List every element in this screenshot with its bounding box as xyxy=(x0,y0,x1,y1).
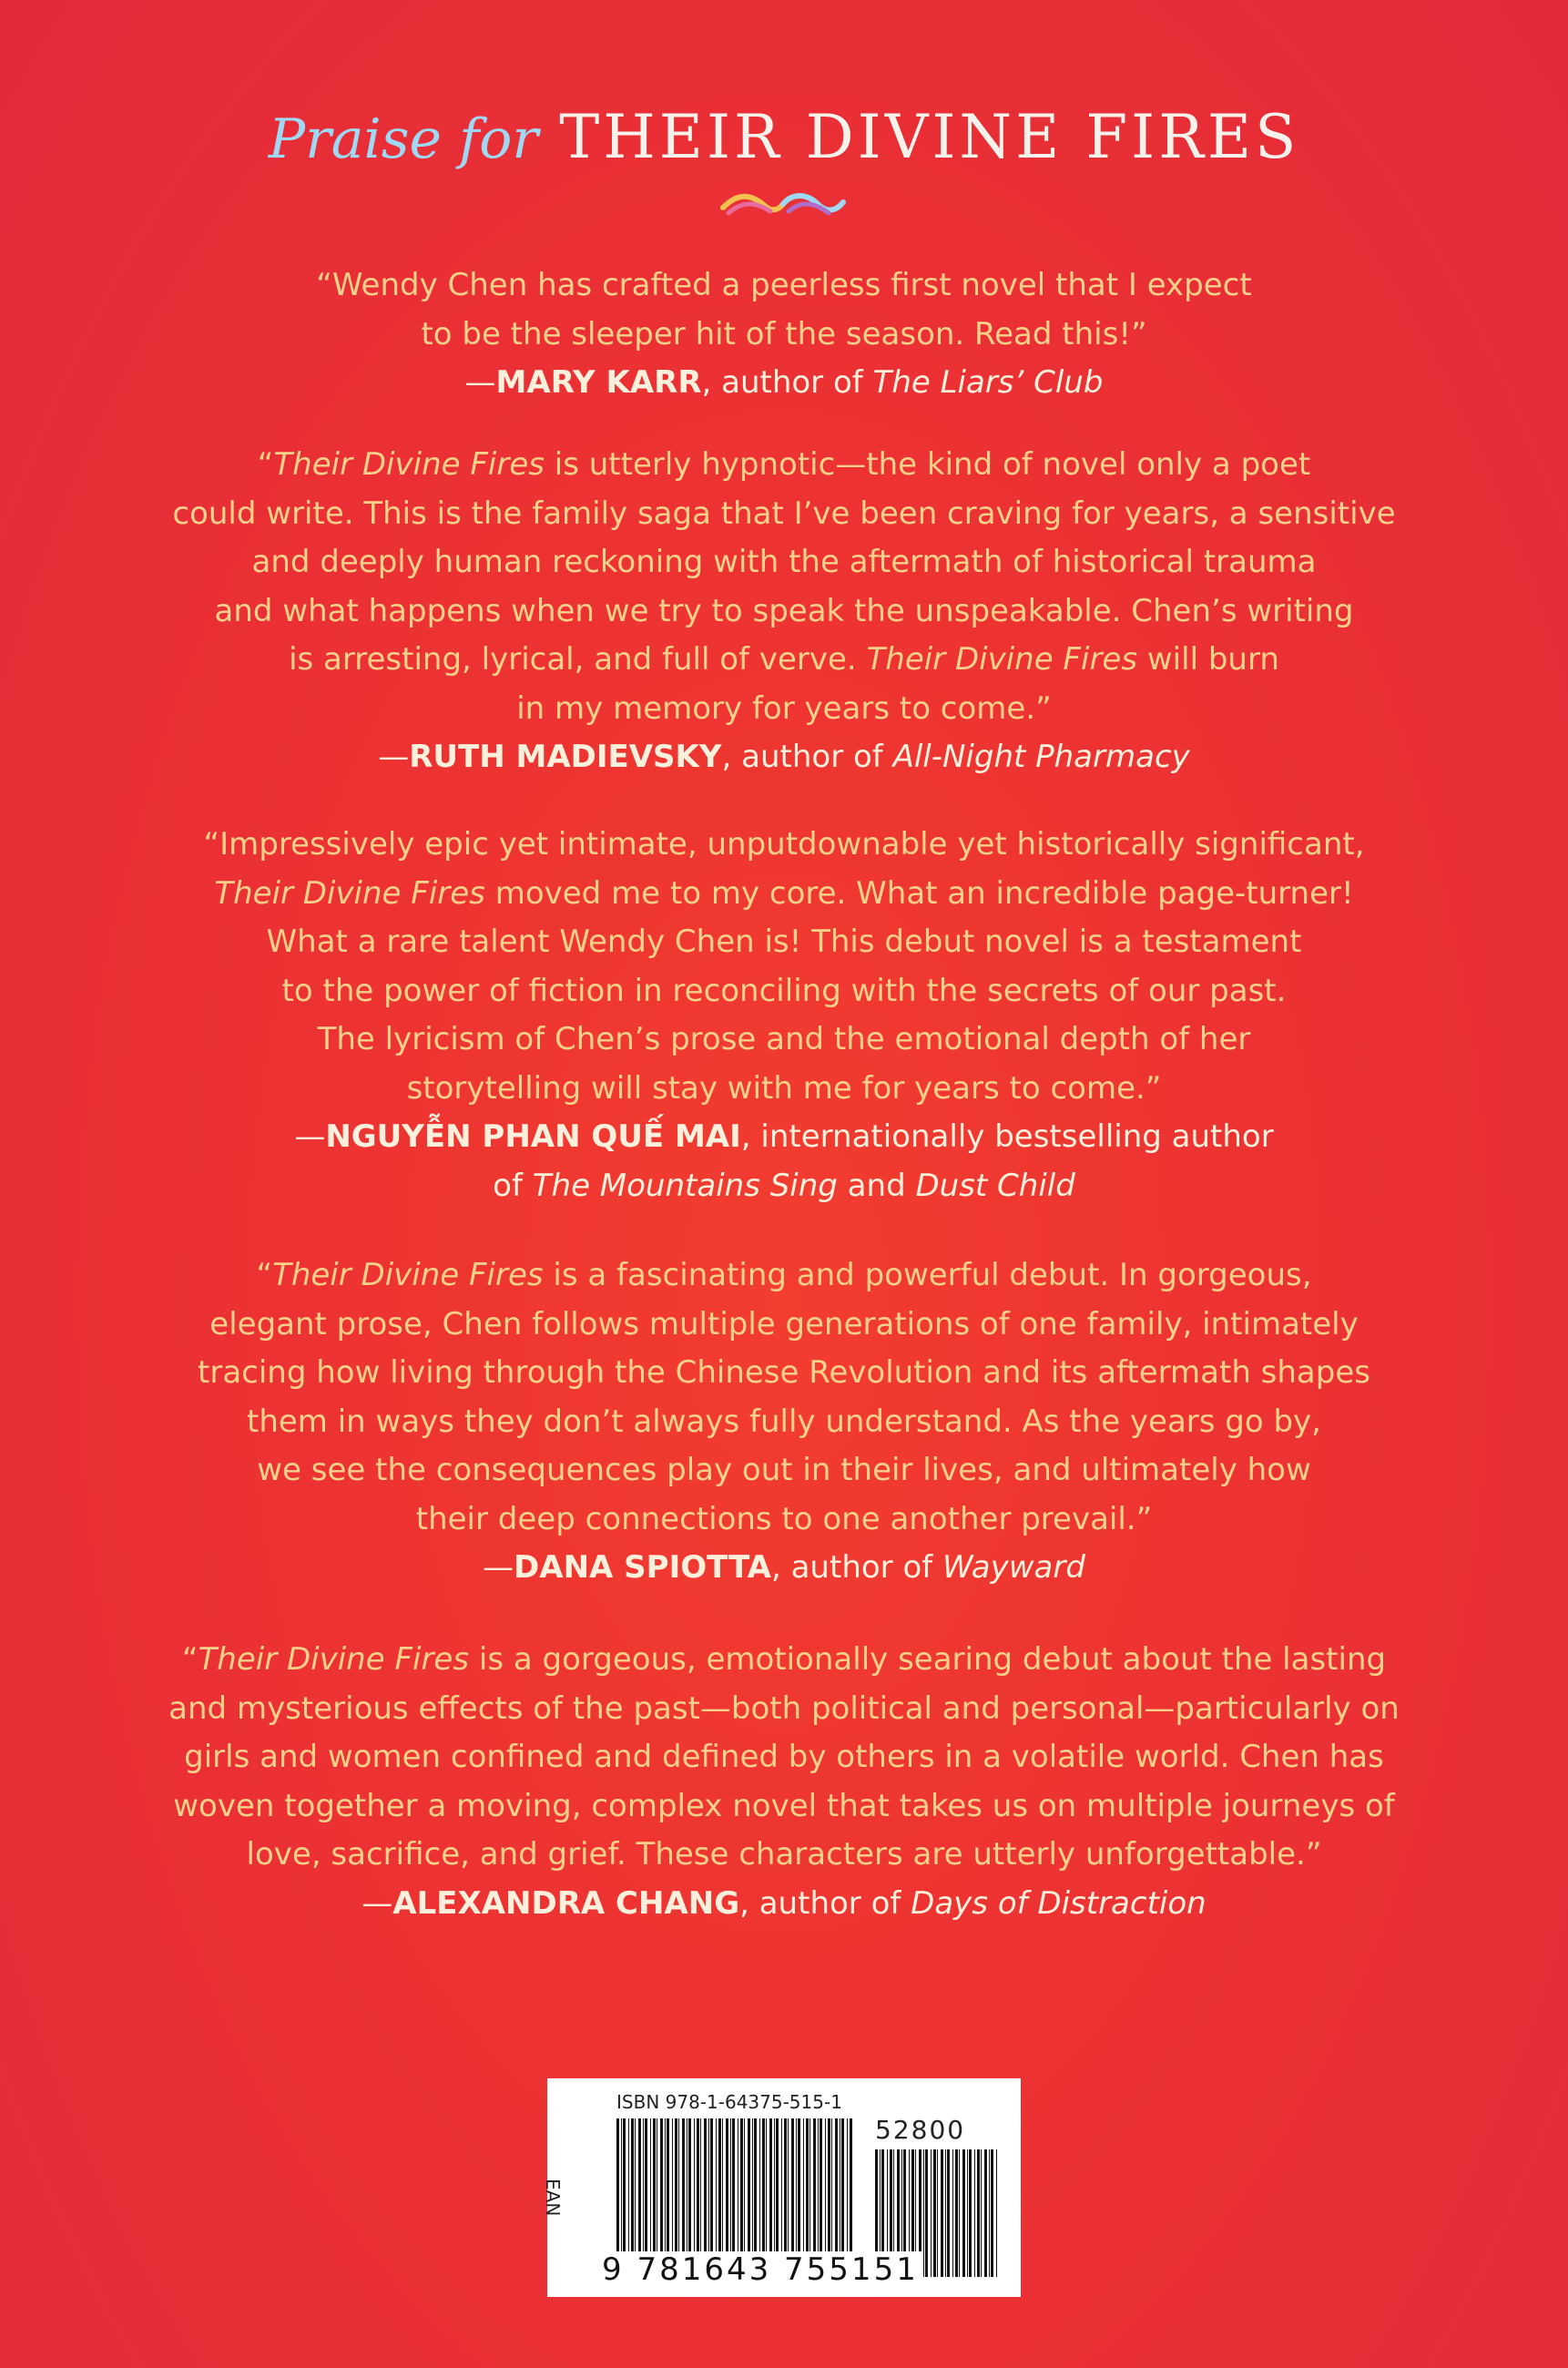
quote-line: and mysterious effects of the past—both political and personal—particularly on xyxy=(168,1689,1400,1727)
barcode-bar xyxy=(631,2118,634,2255)
barcode-bar xyxy=(798,2118,800,2255)
barcode-bar xyxy=(828,2118,830,2255)
barcode-bar xyxy=(665,2118,666,2255)
barcode-bar xyxy=(962,2149,965,2277)
ean-digits: 9 781643 755151 xyxy=(598,2251,922,2288)
barcode-bar xyxy=(704,2118,707,2255)
ean-label: EAN xyxy=(542,2179,564,2217)
barcode-bar xyxy=(732,2118,735,2255)
barcode-bar xyxy=(653,2118,656,2255)
author-name: DANA SPIOTTA xyxy=(514,1549,771,1586)
barcode-bar xyxy=(984,2149,987,2277)
quote-line: tracing how living through the Chinese Revolution and its aftermath shapes xyxy=(198,1354,1370,1391)
barcode-bar xyxy=(969,2149,972,2277)
barcode-bar xyxy=(766,2118,767,2255)
author-name: MARY KARR xyxy=(495,364,702,401)
quote-line: “Their Divine Fires is utterly hypnotic—the kind of novel only a poet xyxy=(257,446,1311,483)
barcode-bar xyxy=(937,2149,938,2277)
barcode-bar xyxy=(708,2118,709,2255)
isbn-label: ISBN 978-1-64375-515-1 xyxy=(616,2091,842,2113)
author-name: RUTH MADIEVSKY xyxy=(409,739,722,775)
barcode-bar xyxy=(813,2118,816,2255)
barcode-bar xyxy=(977,2149,980,2277)
praise-heading xyxy=(0,102,1568,172)
barcode-bar xyxy=(809,2118,810,2255)
work-title: The Liars’ Club xyxy=(872,364,1104,401)
barcode-bar xyxy=(645,2118,647,2255)
attribution: —MARY KARR, author of The Liars’ Club xyxy=(464,364,1104,401)
author-name: NGUYỄN PHAN QUẾ MAI xyxy=(325,1118,741,1155)
work-title: Dust Child xyxy=(915,1167,1075,1204)
quote-line: them in ways they don’t always fully understand. As the years go by, xyxy=(247,1403,1321,1440)
barcode-bar xyxy=(776,2118,779,2255)
quote-line: in my memory for years to come.” xyxy=(516,689,1052,727)
barcode-bar xyxy=(825,2118,826,2255)
work-title: Days of Distraction xyxy=(911,1884,1207,1922)
attribution-line-2: of The Mountains Sing and Dust Child xyxy=(493,1167,1075,1204)
book-title-mention: Their Divine Fires xyxy=(198,1641,470,1678)
blurb-nguyen-phan-que-mai xyxy=(100,821,1468,1210)
quote-line: love, sacrifice, and grief. These characters are utterly unforgettable.” xyxy=(246,1836,1322,1873)
praise-for-label: Praise for xyxy=(268,107,539,171)
barcode-bar xyxy=(682,2118,685,2255)
decorative-flourish-icon xyxy=(719,188,847,220)
barcode-bar xyxy=(955,2149,958,2277)
book-title-mention: Their Divine Fires xyxy=(214,874,485,912)
barcode-bar xyxy=(981,2149,982,2277)
barcode-bar xyxy=(769,2118,772,2255)
quote-line: we see the consequences play out in their lives, and ultimately how xyxy=(257,1452,1311,1488)
barcode-bar xyxy=(831,2118,832,2255)
barcode-bar xyxy=(616,2118,619,2255)
barcode-bar xyxy=(947,2149,950,2277)
barcode-bar xyxy=(991,2149,993,2277)
work-title: Wayward xyxy=(942,1549,1085,1586)
barcode-bar xyxy=(718,2118,721,2255)
isbn-barcode xyxy=(542,2078,1021,2297)
quote-line: their deep connections to one another prevail.” xyxy=(415,1500,1153,1537)
barcode-bar xyxy=(788,2118,789,2255)
quote-line: woven together a moving, complex novel that takes us on multiple journeys of xyxy=(173,1787,1395,1824)
blurb-alexandra-chang xyxy=(100,1636,1468,1928)
blurb-mary-karr xyxy=(100,261,1468,408)
barcode-bar xyxy=(835,2118,838,2255)
attribution: —ALEXANDRA CHANG, author of Days of Distraction xyxy=(361,1884,1207,1922)
barcode-bar xyxy=(716,2118,717,2255)
barcode-bar xyxy=(818,2118,819,2255)
quote-line: and deeply human reckoning with the aftermath of historical trauma xyxy=(251,544,1317,580)
barcode-bar xyxy=(762,2118,765,2255)
book-title-mention: Their Divine Fires xyxy=(272,1257,544,1293)
barcode-bar xyxy=(748,2118,750,2255)
barcode-bar xyxy=(791,2118,794,2255)
barcode-bar xyxy=(850,2118,852,2255)
barcode-bar xyxy=(700,2118,701,2255)
book-title-mention: Their Divine Fires xyxy=(273,446,545,483)
barcode-bar xyxy=(989,2149,990,2277)
barcode-bar xyxy=(967,2149,968,2277)
barcode-bars-icon xyxy=(616,2118,855,2255)
quote-line: “Their Divine Fires is a fascinating and powerful debut. In gorgeous, xyxy=(256,1257,1312,1293)
quote-line: could write. This is the family saga that I’ve been craving for years, a sensitive xyxy=(172,495,1396,532)
barcode-bar xyxy=(781,2118,782,2255)
barcode-bar xyxy=(820,2118,822,2255)
quote-line: “Impressively epic yet intimate, unputdownable yet historically significant, xyxy=(203,826,1365,862)
barcode-bar xyxy=(996,2149,997,2277)
barcode-bar xyxy=(847,2118,848,2255)
book-title-mention: Their Divine Fires xyxy=(866,641,1138,678)
barcode-bar xyxy=(697,2118,699,2255)
barcode-bar xyxy=(959,2149,960,2277)
barcode-bar xyxy=(784,2118,787,2255)
quote-line: is arresting, lyrical, and full of verve. Their Divine Fires will burn xyxy=(289,641,1279,678)
barcode-bar xyxy=(806,2118,809,2255)
quote-line: “Wendy Chen has crafted a peerless first novel that I expect xyxy=(316,267,1252,303)
barcode-bar xyxy=(623,2118,626,2255)
attribution: —DANA SPIOTTA, author of Wayward xyxy=(483,1549,1085,1586)
quote-line: to be the sleeper hit of the season. Read this!” xyxy=(421,315,1147,352)
barcode-bar xyxy=(923,2149,924,2277)
quote-line: storytelling will stay with me for years to come.” xyxy=(406,1069,1162,1107)
blurb-dana-spiotta xyxy=(100,1251,1468,1593)
attribution: —NGUYỄN PHAN QUẾ MAI, internationally bestselling author xyxy=(294,1118,1274,1155)
quote-line: What a rare talent Wendy Chen is! This debut novel is a testament xyxy=(266,924,1302,960)
price-code: 52800 xyxy=(875,2115,966,2145)
barcode-bar xyxy=(941,2149,943,2277)
barcode-bar xyxy=(945,2149,946,2277)
quote-line: to the power of fiction in reconciling with the secrets of our past. xyxy=(281,972,1287,1009)
barcode-bar xyxy=(841,2118,844,2255)
barcode-bar xyxy=(635,2118,636,2255)
work-title: The Mountains Sing xyxy=(532,1167,838,1204)
blurb-ruth-madievsky xyxy=(100,441,1468,782)
quote-line: and what happens when we try to speak the unspeakable. Chen’s writing xyxy=(214,592,1354,629)
attribution: —RUTH MADIEVSKY, author of All-Night Pharmacy xyxy=(378,739,1190,775)
barcode-bar xyxy=(722,2118,723,2255)
barcode-bar xyxy=(667,2118,669,2255)
barcode-bar xyxy=(643,2118,644,2255)
barcode-bar xyxy=(774,2118,775,2255)
barcode-bar xyxy=(752,2118,753,2255)
barcode-bar xyxy=(796,2118,797,2255)
barcode-bar xyxy=(803,2118,804,2255)
barcode-bar xyxy=(730,2118,731,2255)
barcode-bar xyxy=(931,2149,932,2277)
barcode-bar xyxy=(694,2118,695,2255)
barcode-bar xyxy=(933,2149,936,2277)
author-name: ALEXANDRA CHANG xyxy=(392,1884,740,1922)
barcode-bar xyxy=(660,2118,663,2255)
barcode-bar xyxy=(710,2118,713,2255)
quote-line: The lyricism of Chen’s prose and the emotional depth of her xyxy=(317,1021,1251,1057)
quote-line: elegant prose, Chen follows multiple generations of one family, intimately xyxy=(209,1305,1359,1342)
barcode-bar xyxy=(754,2118,757,2255)
barcode-bar xyxy=(650,2118,651,2255)
quote-line: “Their Divine Fires is a gorgeous, emotionally searing debut about the lasting xyxy=(181,1641,1387,1678)
barcode-bar xyxy=(678,2118,679,2255)
barcode-bar xyxy=(726,2118,728,2255)
barcode-bar xyxy=(688,2118,691,2255)
quote-line: Their Divine Fires moved me to my core. What an incredible page-turner! xyxy=(214,874,1354,912)
barcode-bar xyxy=(744,2118,745,2255)
work-title: All-Night Pharmacy xyxy=(892,739,1190,775)
barcode-bar xyxy=(952,2149,953,2277)
barcode-bar xyxy=(675,2118,677,2255)
book-title: THEIR DIVINE FIRES xyxy=(559,102,1300,172)
barcode-bar xyxy=(740,2118,743,2255)
barcode-bar xyxy=(621,2118,622,2255)
barcode-bar xyxy=(638,2118,641,2255)
barcode-bar xyxy=(628,2118,629,2255)
quote-line: girls and women confined and defined by others in a volatile world. Chen has xyxy=(184,1739,1384,1775)
barcode-bar xyxy=(974,2149,975,2277)
barcode-bar xyxy=(759,2118,760,2255)
barcode-bar xyxy=(925,2149,928,2277)
barcode-bar xyxy=(672,2118,673,2255)
